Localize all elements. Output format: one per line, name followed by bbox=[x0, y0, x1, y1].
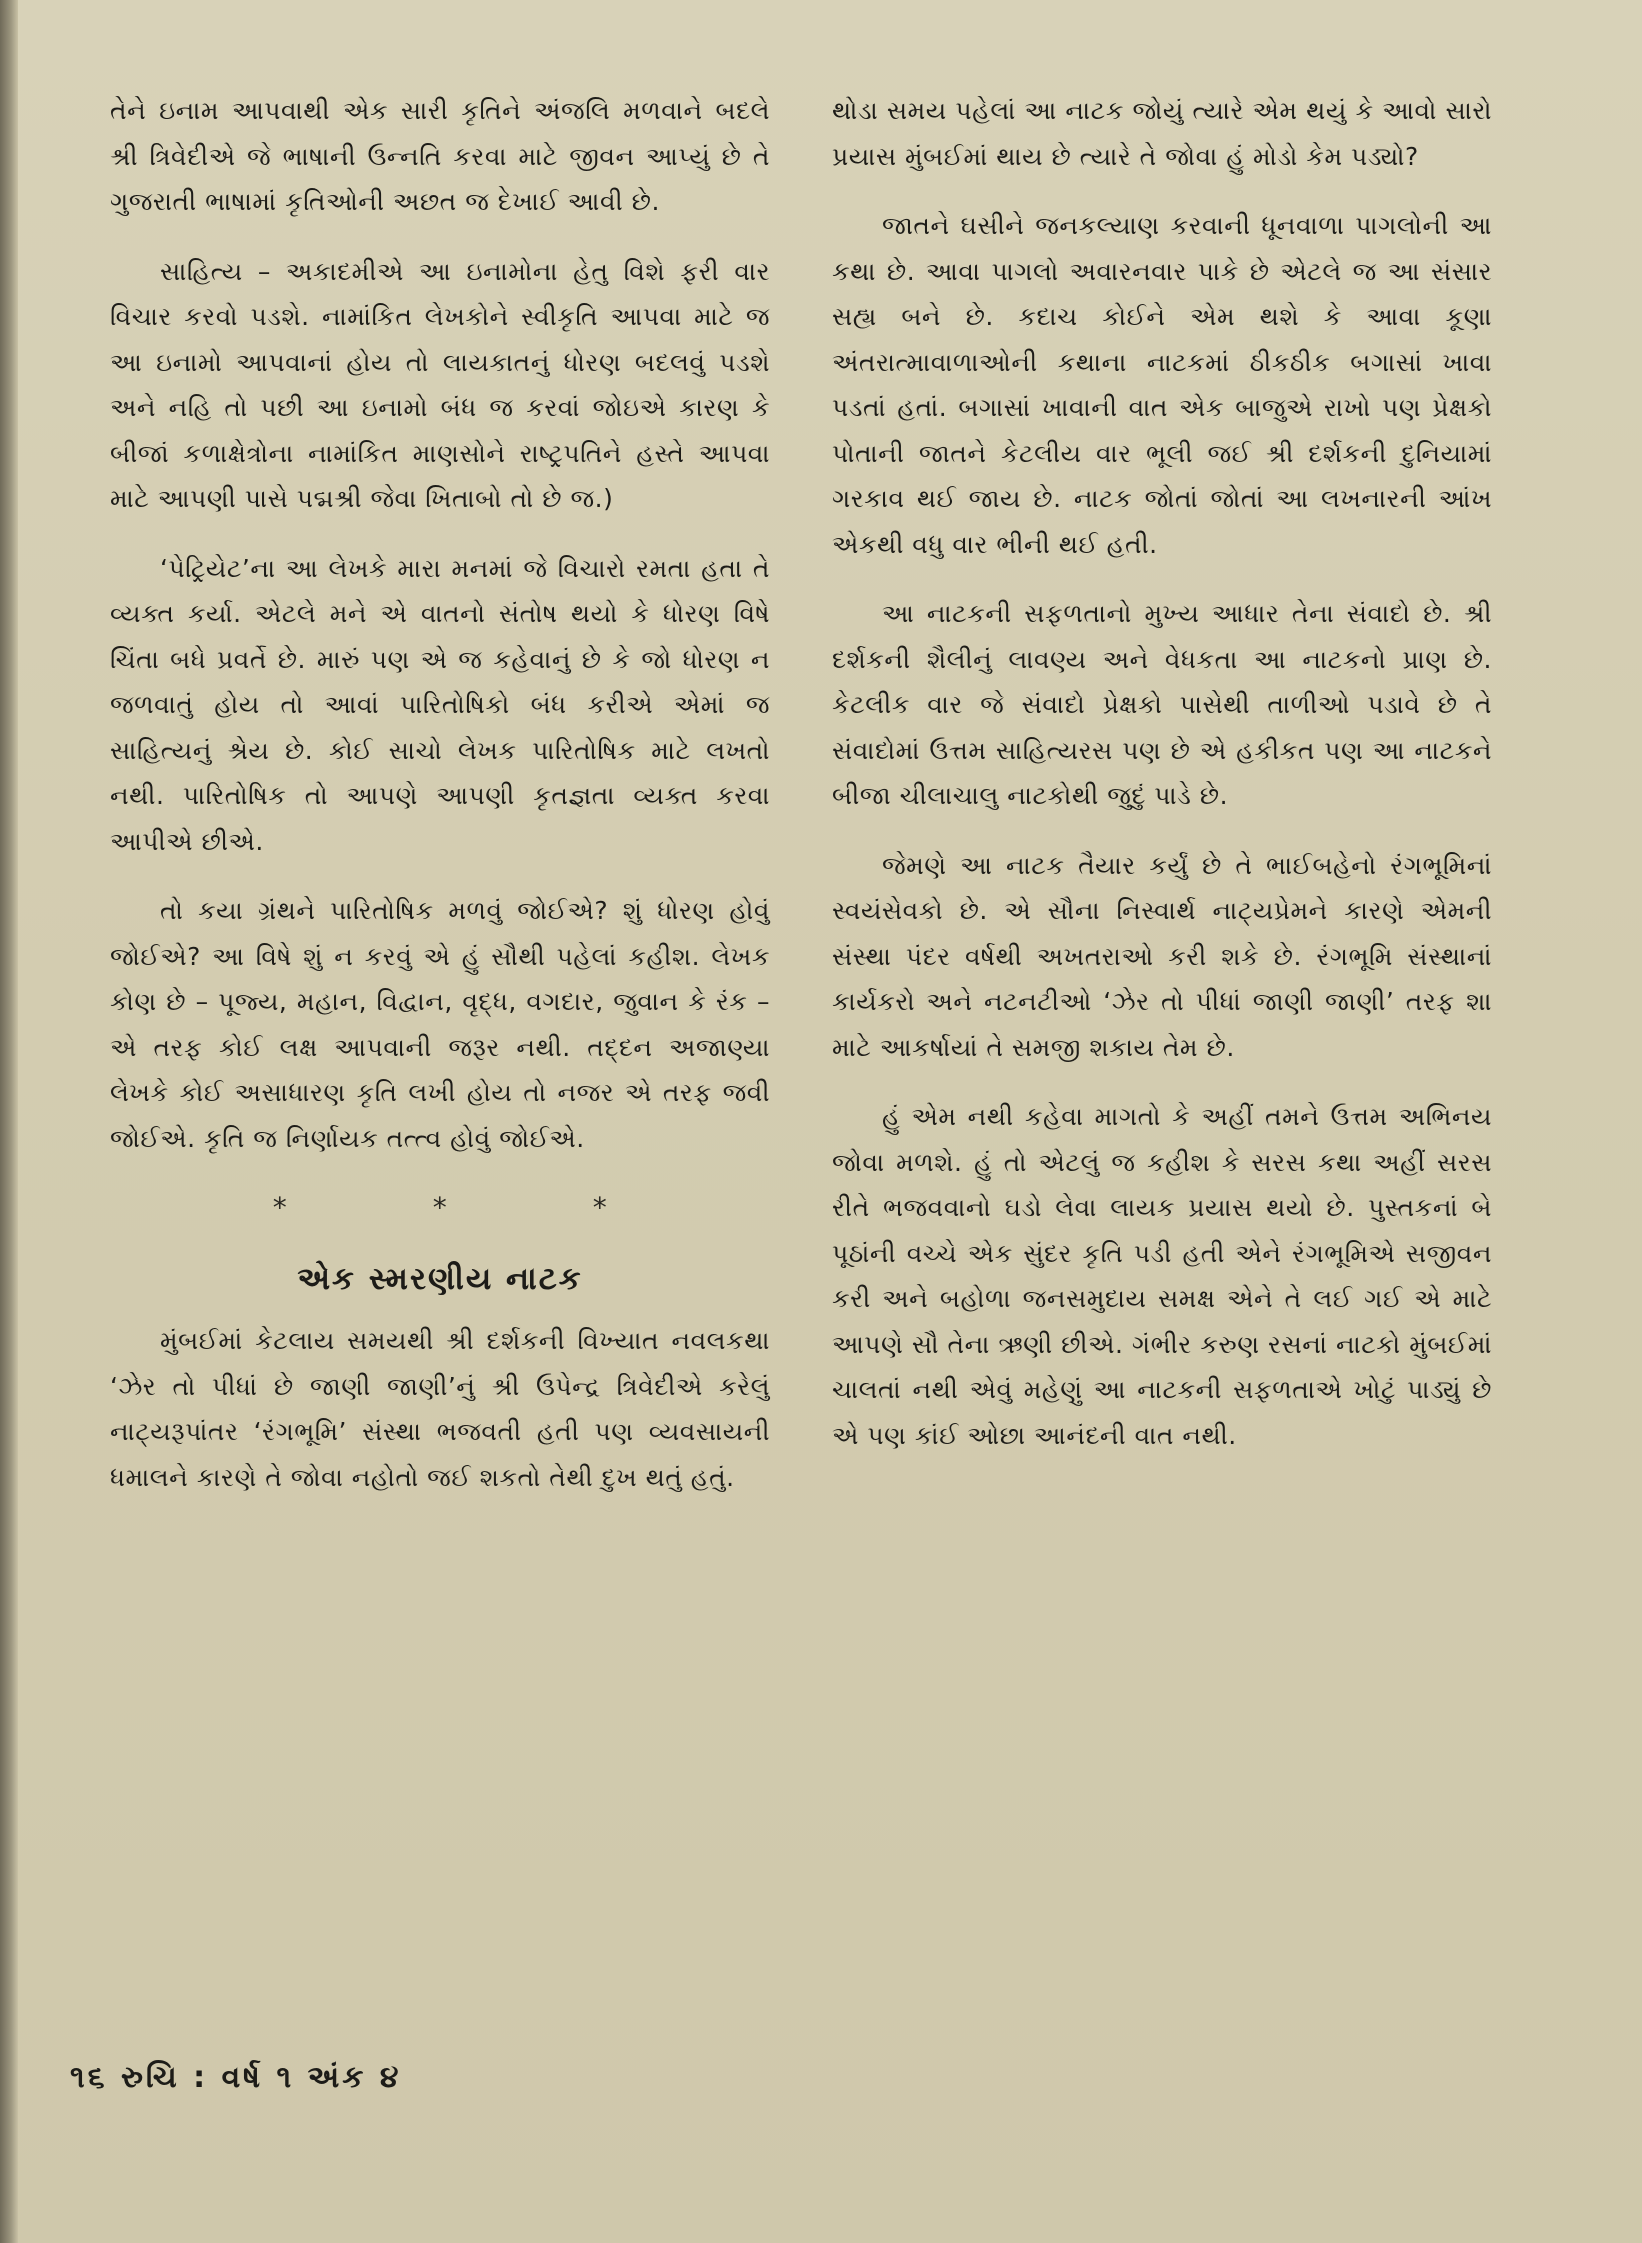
left-paragraph-1: તેને ઇનામ આપવાથી એક સારી કૃતિને અંજલિ મળવાને બદલે શ્રી ત્રિવેદીએ જે ભાષાની ઉન્નતિ કરવા માટે જીવન આપ્યું છે તે ગુજરાતી ભાષામાં કૃતિઓની અછત જ દેખાઈ આવી છે. bbox=[110, 96, 770, 216]
separator-star: * bbox=[272, 1191, 288, 1224]
binding-edge bbox=[0, 0, 18, 2243]
right-paragraph-3: આ નાટકની સફળતાનો મુખ્ય આધાર તેના સંવાદો છે. શ્રી દર્શકની શૈલીનું લાવણ્ય અને વેધકતા આ નાટકનો પ્રાણ છે. કેટલીક વાર જે સંવાદો પ્રેક્ષકો પાસેથી તાળીઓ પડાવે છે તે સંવાદોમાં ઉત્તમ સાહિત્યરસ પણ છે એ હકીકત પણ આ નાટકને બીજા ચીલાચાલુ નાટકોથી જુદું પાડે છે. bbox=[832, 599, 1492, 810]
left-paragraph-5: મુંબઈમાં કેટલાય સમયથી શ્રી દર્શકની વિખ્યાત નવલકથા ‘ઝેર તો પીધાં છે જાણી જાણી’નું શ્રી ઉપેન્દ્ર ત્રિવેદીએ કરેલું નાટ્યરૂપાંતર ‘રંગભૂમિ’ સંસ્થા ભજવતી હતી પણ વ્યવસાયની ધમાલને કારણે તે જોવા નહોતો જઈ શકતો તેથી દુખ થતું હતું. bbox=[110, 1326, 770, 1492]
right-paragraph-5: હું એમ નથી કહેવા માગતો કે અહીં તમને ઉત્તમ અભિનય જોવા મળશે. હું તો એટલું જ કહીશ કે સરસ કથા અહીં સરસ રીતે ભજવવાનો ઘડો લેવા લાયક પ્રયાસ થયો છે. પુસ્તકનાં બે પૂઠાંની વચ્ચે એક સુંદર કૃતિ પડી હતી એને રંગભૂમિએ સજીવન કરી અને બહોળા જનસમુદાય સમક્ષ એને તે લઈ ગઈ એ માટે આપણે સૌ તેના ઋણી છીએ. ગંભીર કરુણ રસનાં નાટકો મુંબઈમાં ચાલતાં નથી એવું મહેણું આ નાટકની સફળતાએ ખોટું પાડ્યું છે એ પણ કાંઈ ઓછા આનંદની વાત નથી. bbox=[832, 1102, 1492, 1450]
page-footer: ૧૬ રુચિ : વર્ષ ૧ અંક ૪ bbox=[70, 2060, 402, 2095]
left-paragraph-4: તો કયા ગ્રંથને પારિતોષિક મળવું જોઈએ? શું ધોરણ હોવું જોઈએ? આ વિષે શું ન કરવું એ હું સૌથી પહેલાં કહીશ. લેખક કોણ છે – પૂજ્ય, મહાન, વિદ્વાન, વૃદ્ધ, વગદાર, જુવાન કે રંક – એ તરફ કોઈ લક્ષ આપવાની જરૂર નથી. તદ્દન અજાણ્યા લેખકે કોઈ અસાધારણ કૃતિ લખી હોય તો નજર એ તરફ જવી જોઈએ. કૃતિ જ નિર્ણાયક તત્ત્વ હોવું જોઈએ. bbox=[110, 896, 770, 1153]
section-heading: એક સ્મરણીય નાટક bbox=[297, 1260, 583, 1297]
separator-star: * bbox=[432, 1191, 448, 1224]
left-paragraph-3: ‘પેટ્રિયેટ’ના આ લેખકે મારા મનમાં જે વિચારો રમતા હતા તે વ્યક્ત કર્યા. એટલે મને એ વાતનો સંતોષ થયો કે ધોરણ વિષે ચિંતા બધે પ્રવર્તે છે. મારું પણ એ જ કહેવાનું છે કે જો ધોરણ ન જળવાતું હોય તો આવાં પારિતોષિકો બંધ કરીએ એમાં જ સાહિત્યનું શ્રેય છે. કોઈ સાચો લેખક પારિતોષિક માટે લખતો નથી. પારિતોષિક તો આપણે આપણી કૃતજ્ઞતા વ્યક્ત કરવા આપીએ છીએ. bbox=[110, 553, 770, 856]
right-paragraph-2: જાતને ઘસીને જનકલ્યાણ કરવાની ધૂનવાળા પાગલોની આ કથા છે. આવા પાગલો અવારનવાર પાકે છે એટલે જ આ સંસાર સહ્ય બને છે. કદાચ કોઈને એમ થશે કે આવા કૂણા અંતરાત્માવાળાઓની કથાના નાટકમાં ઠીકઠીક બગાસાં ખાવા પડતાં હતાં. બગાસાં ખાવાની વાત એક બાજુએ રાખો પણ પ્રેક્ષકો પોતાની જાતને કેટલીય વાર ભૂલી જઈ શ્રી દર્શકની દુનિયામાં ગરકાવ થઈ જાય છે. નાટક જોતાં જોતાં આ લખનારની આંખ એકથી વધુ વાર ભીની થઈ હતી. bbox=[832, 211, 1492, 559]
left-column bbox=[110, 88, 770, 1524]
right-paragraph-1: થોડા સમય પહેલાં આ નાટક જોયું ત્યારે એમ થયું કે આવો સારો પ્રયાસ મુંબઈમાં થાય છે ત્યારે તે જોવા હું મોડો કેમ પડ્યો? bbox=[832, 96, 1492, 171]
left-paragraph-2: સાહિત્ય – અકાદમીએ આ ઇનામોના હેતુ વિશે ફરી વાર વિચાર કરવો પડશે. નામાંકિત લેખકોને સ્વીકૃતિ આપવા માટે જ આ ઇનામો આપવાનાં હોય તો લાયકાતનું ધોરણ બદલવું પડશે અને નહિ તો પછી આ ઇનામો બંધ જ કરવાં જોઇએ કારણ કે બીજાં કળાક્ષેત્રોના નામાંકિત માણસોને રાષ્ટ્રપતિને હસ્તે આપવા માટે આપણી પાસે પદ્મશ્રી જેવા ખિતાબો તો છે જ.) bbox=[110, 256, 770, 513]
section-separator bbox=[200, 1185, 680, 1231]
right-column bbox=[832, 88, 1492, 1482]
right-paragraph-4: જેમણે આ નાટક તૈયાર કર્યું છે તે ભાઈબહેનો રંગભૂમિનાં સ્વયંસેવકો છે. એ સૌના નિસ્વાર્થ નાટ્યપ્રેમને કારણે એમની સંસ્થા પંદર વર્ષથી અખતરાઓ કરી શકે છે. રંગભૂમિ સંસ્થાનાં કાર્યકરો અને નટનટીઓ ‘ઝેર તો પીધાં જાણી જાણી’ તરફ શા માટે આકર્ષાયાં તે સમજી શકાય તેમ છે. bbox=[832, 850, 1492, 1062]
separator-star: * bbox=[592, 1191, 608, 1224]
